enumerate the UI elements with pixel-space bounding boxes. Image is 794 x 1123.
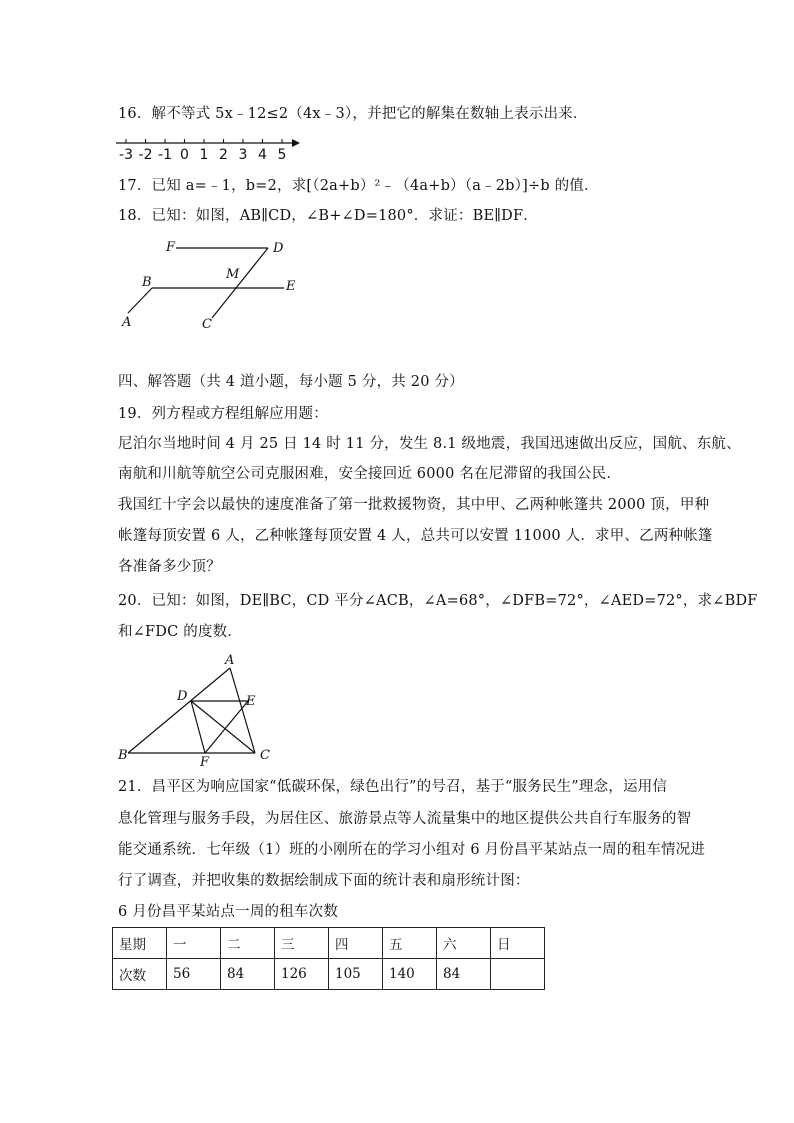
number-line-tick-label: 1 — [199, 147, 209, 163]
rental-table — [112, 927, 545, 990]
number-line-figure — [112, 136, 302, 164]
table-header-count: 次数 — [113, 959, 167, 990]
q19-line-1: 19．列方程或方程组解应用题： — [118, 406, 328, 422]
label-a: A — [225, 653, 235, 668]
number-line-tick-label: 0 — [180, 147, 189, 163]
table-cell: 四 — [329, 928, 383, 959]
table-cell: 140 — [383, 959, 437, 990]
label-m: M — [226, 267, 240, 282]
q17-text: 17．已知 a=﹣1，b=2，求[（2a+b）²﹣（4a+b）（a﹣2b）]÷b 的值． — [118, 178, 599, 194]
q20-line-1: 20．已知：如图，DE∥BC，CD 平分∠ACB，∠A=68°，∠DFB=72°，∠AED=72°，求∠BDF — [118, 593, 758, 609]
q19-line-6: 各准备多少顶？ — [118, 559, 221, 575]
q21-line-4: 行了调查，并把收集的数据绘制成下面的统计表和扇形统计图： — [118, 873, 530, 889]
q20-line-2: 和∠FDC 的度数． — [118, 624, 243, 640]
segment-dc — [212, 248, 268, 318]
segment-df — [191, 701, 205, 753]
table-cell: 六 — [437, 928, 491, 959]
table-cell: 五 — [383, 928, 437, 959]
label-c: C — [260, 748, 270, 763]
q19-line-3: 南航和川航等航空公司克服困难，安全接回近 6000 名在尼滞留的我国公民． — [118, 466, 622, 482]
label-e: E — [286, 279, 296, 294]
table-cell: 105 — [329, 959, 383, 990]
q21-line-3: 能交通系统．七年级（1）班的小刚所在的学习小组对 6 月份昌平某站点一周的租车情况进 — [118, 842, 706, 858]
label-a: A — [122, 315, 132, 330]
table-row — [113, 959, 545, 990]
number-line-tick-label: 3 — [238, 147, 248, 163]
label-c: C — [202, 317, 212, 332]
number-line-tick-label: 5 — [277, 147, 287, 163]
table-cell: 一 — [167, 928, 221, 959]
table-header-weekday: 星期 — [113, 928, 167, 959]
number-line-tick-label: 4 — [258, 147, 267, 163]
segment-ab — [128, 288, 152, 313]
table-cell: 二 — [221, 928, 275, 959]
section4-title: 四、解答题（共 4 道小题，每小题 5 分，共 20 分） — [118, 374, 464, 390]
number-line-tick-label: -2 — [138, 147, 153, 163]
table-cell: 126 — [275, 959, 329, 990]
table-cell — [491, 959, 545, 990]
number-line-arrow-icon — [292, 139, 300, 147]
table-cell: 三 — [275, 928, 329, 959]
q19-line-2: 尼泊尔当地时间 4 月 25 日 14 时 11 分，发生 8.1 级地震，我国迅速做出反应，国航、东航、 — [118, 436, 741, 452]
number-line-tick-label: -3 — [119, 147, 133, 163]
q18-figure — [116, 236, 306, 336]
q21-line-1: 21．昌平区为响应国家“低碳环保，绿色出行”的号召，基于“服务民生”理念，运用信 — [118, 779, 668, 795]
segment-ac — [230, 668, 255, 753]
q16-text: 16．解不等式 5x﹣12≤2（4x﹣3），并把它的解集在数轴上表示出来． — [118, 106, 588, 122]
label-e: E — [246, 694, 256, 709]
number-line-tick-label: -1 — [158, 147, 172, 163]
label-b: B — [118, 748, 128, 763]
segment-fe — [205, 701, 248, 753]
table-cell: 56 — [167, 959, 221, 990]
label-b: B — [142, 275, 152, 290]
q19-line-4: 我国红十字会以最快的速度准备了第一批救援物资，其中甲、乙两种帐篷共 2000 顶，甲种 — [118, 497, 710, 513]
q20-figure — [114, 650, 274, 768]
table-row — [113, 928, 545, 959]
table-cell: 84 — [437, 959, 491, 990]
table-cell: 日 — [491, 928, 545, 959]
label-d: D — [273, 241, 284, 256]
table-cell: 84 — [221, 959, 275, 990]
label-f: F — [166, 240, 176, 255]
q21-line-2: 息化管理与服务手段，为居住区、旅游景点等人流量集中的地区提供公共自行车服务的智 — [118, 811, 692, 827]
q19-line-5: 帐篷每顶安置 6 人，乙种帐篷每顶安置 4 人，总共可以安置 11000 人．求甲、乙两种帐篷 — [118, 528, 713, 544]
number-line-tick-label: 2 — [219, 147, 228, 163]
segment-ab — [128, 668, 230, 753]
q18-text: 18．已知：如图，AB∥CD，∠B+∠D=180°．求证：BE∥DF． — [118, 208, 538, 224]
label-f: F — [200, 755, 210, 768]
q21-table-title: 6 月份昌平某站点一周的租车次数 — [118, 904, 339, 920]
label-d: D — [177, 689, 188, 704]
